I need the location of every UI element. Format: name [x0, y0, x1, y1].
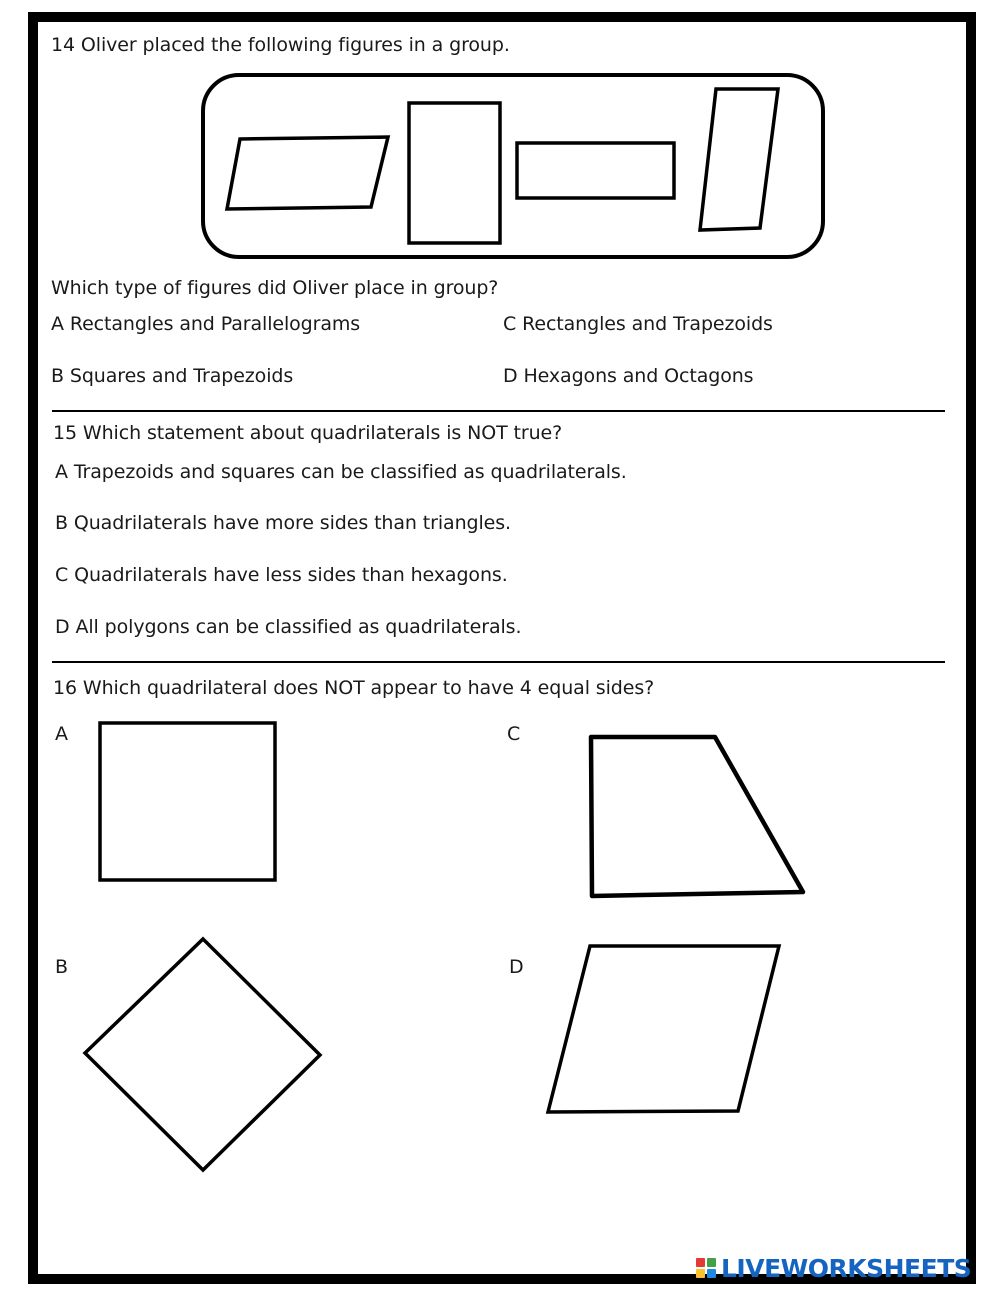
q15-question: 15 Which statement about quadrilaterals is NOT true? [53, 422, 563, 444]
q16-shape-a-square [100, 723, 275, 880]
q14-option-c[interactable]: C Rectangles and Trapezoids [503, 313, 773, 335]
liveworksheets-logo [696, 1251, 971, 1285]
q14-prompt: Which type of figures did Oliver place in group? [51, 277, 499, 299]
q14-option-b[interactable]: B Squares and Trapezoids [51, 365, 294, 387]
logo-block-blue [707, 1269, 716, 1278]
q15-option-b[interactable]: B Quadrilaterals have more sides than triangles. [55, 512, 511, 534]
q16-shape-d-rhombus [548, 946, 779, 1112]
logo-block-red [696, 1258, 705, 1267]
q15-option-c[interactable]: C Quadrilaterals have less sides than hexagons. [55, 564, 508, 586]
q15-option-a[interactable]: A Trapezoids and squares can be classified as quadrilaterals. [55, 461, 627, 483]
q14-question: 14 Oliver placed the following figures in a group. [51, 34, 510, 56]
q16-label-a[interactable]: A [55, 723, 68, 745]
q16-label-d[interactable]: D [509, 956, 524, 978]
q16-shape-c-trapezoid [591, 737, 803, 896]
logo-blocks-icon [696, 1258, 716, 1278]
logo-block-yellow [696, 1269, 705, 1278]
q16-label-b[interactable]: B [55, 956, 69, 978]
q16-question: 16 Which quadrilateral does NOT appear to have 4 equal sides? [53, 677, 655, 699]
q14-option-a[interactable]: A Rectangles and Parallelograms [51, 313, 361, 335]
q16-shape-b-diamond [85, 939, 320, 1170]
logo-wordmark: LIVEWORKSHEETS [721, 1253, 972, 1283]
q14-option-d[interactable]: D Hexagons and Octagons [503, 365, 754, 387]
q16-label-c[interactable]: C [507, 723, 521, 745]
logo-block-green [707, 1258, 716, 1267]
q15-option-d[interactable]: D All polygons can be classified as quadrilaterals. [55, 616, 522, 638]
